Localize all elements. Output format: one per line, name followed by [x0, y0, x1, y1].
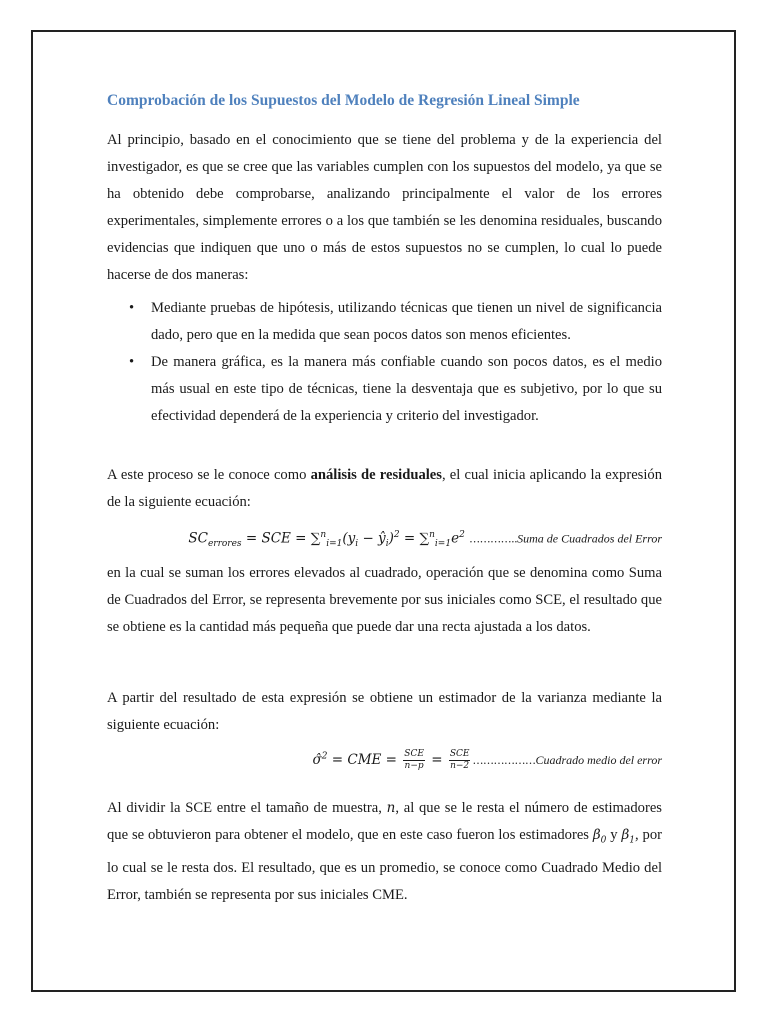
section-title: Comprobación de los Supuestos del Modelo de Regresión Lineal Simple [107, 92, 580, 109]
paragraph-residual-analysis: A este proceso se le conoce como análisis de residuales, el cual inicia aplicando la expresión de la siguiente ecuación: [107, 467, 662, 510]
paragraph-cme-explanation: Al dividir la SCE entre el tamaño de muestra, n, al que se le resta el número de estimadores que se obtuvieron para obtener el modelo, que en este caso fueron los estimadores $\beta_0$ y $\beta_1$, por lo cual se le resta dos. El resultado, que es un promedio, se conoce como Cuadrado Medio del Error, también se representa por sus iniciales CME. [107, 800, 662, 903]
equation-sce [107, 526, 662, 556]
bullet-item-hypothesis-tests: • Mediante pruebas de hipótesis, utilizando técnicas que tienen un nivel de significancia dado, pero que en la medida que sean pocos datos son menos eficientes. [107, 295, 662, 349]
equation-cme-formula: σ̂$^2$ = CME = $\frac{\text{SCE}}{n-p}$ = $\frac{\text{SCE}}{n-2}$ ………………Cuadrado medio del error [312, 749, 662, 771]
document-body [107, 89, 662, 909]
bullet-item-graphical: • De manera gráfica, es la manera más confiable cuando son pocos datos, es el medio más usual en este tipo de técnicas, tiene la desventaja que es subjetivo, por lo que su efectividad dependerá de la experiencia y criterio del investigador. [107, 349, 662, 430]
bullet-list [107, 295, 662, 430]
equation-cme [107, 745, 662, 785]
paragraph-intro: Al principio, basado en el conocimiento que se tiene del problema y de la experiencia del investigador, es que se cree que las variables cumplen con los supuestos del modelo, ya que se ha obtenido debe comprobarse, analizando principalmente el valor de los errores experimentales, simplemente errores o a los que también se les denomina residuales, buscando evidencias que indiquen que uno o más de estos supuestos no se cumplen, lo cual lo puede hacerse de dos maneras: [107, 132, 662, 283]
equation-cme-label: Cuadrado medio del error [535, 753, 662, 767]
bold-term: análisis de residuales [310, 467, 442, 483]
equation-sce-label: Suma de Cuadrados del Error [517, 531, 662, 546]
equation-sce-formula: $SC_{errores}$ = SCE = $\sum^n_{i=1}(y_i$ − $ŷ_i)^2 = \sum^n_{i=1}e^2$ …………..Suma de Cuadrados del Error [188, 530, 662, 550]
paragraph-sce-explanation: en la cual se suman los errores elevados al cuadrado, operación que se denomina como Suma de Cuadrados del Error, se representa brevemente por sus iniciales como SCE, el resultado que se obtiene es la cantidad más pequeña que puede dar una recta ajustada a los datos. [107, 565, 662, 635]
paragraph-variance-estimator: A partir del resultado de esta expresión se obtiene un estimador de la varianza mediante la siguiente ecuación: [107, 690, 662, 733]
